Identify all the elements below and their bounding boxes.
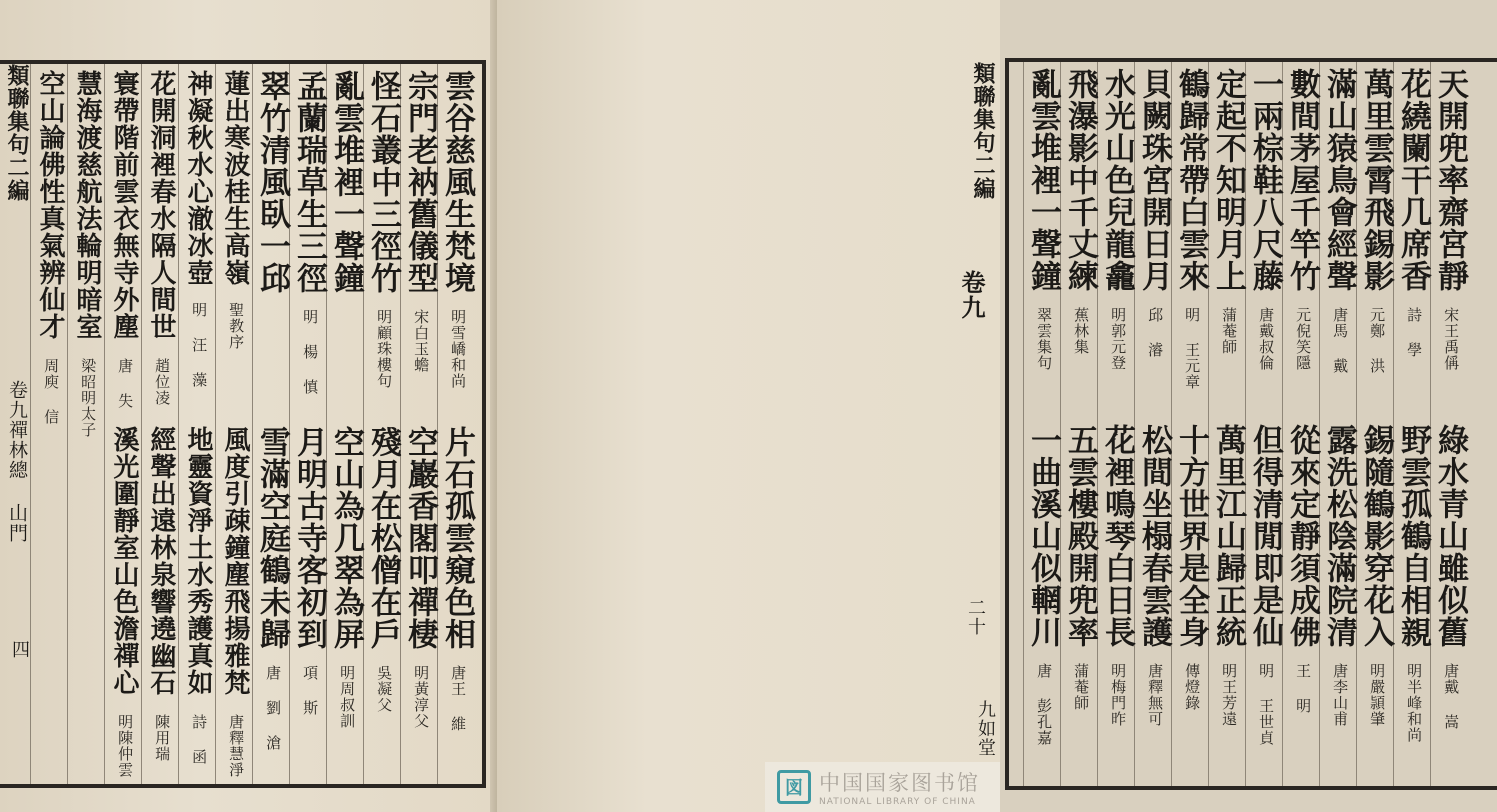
left-top-verse: 蓮出寒波桂生高嶺 xyxy=(220,70,250,286)
right-top-verse: 萬里雲霄飛錫影 xyxy=(1358,68,1394,292)
right-column xyxy=(1356,62,1393,786)
right-bottom-author: 明嚴頴肇 xyxy=(1368,663,1387,727)
left-column xyxy=(30,64,67,784)
right-top-author: 蕉林集 xyxy=(1072,307,1091,355)
library-watermark xyxy=(765,762,1000,812)
left-bottom-author: 明陳仲雲 xyxy=(116,714,135,778)
right-top-verse: 亂雲堆裡一聲鐘 xyxy=(1025,68,1061,292)
right-top-verse: 數間茅屋千竿竹 xyxy=(1284,68,1320,292)
left-top-verse: 空山論佛性真氣辨仙才 xyxy=(35,70,65,340)
left-top-verse: 怪石叢中三徑竹 xyxy=(365,70,401,294)
right-column xyxy=(1430,62,1467,786)
right-top-author: 翠雲集句 xyxy=(1035,307,1054,371)
right-column xyxy=(1060,62,1097,786)
left-column xyxy=(141,64,178,784)
left-top-author: 宋白玉蟾 xyxy=(412,309,431,373)
right-top-verse: 鶴歸常帶白雲來 xyxy=(1173,68,1209,292)
right-edge-label: 九如堂 xyxy=(975,700,996,757)
left-bottom-verse: 雪滿空庭鶴未歸 xyxy=(254,426,290,650)
right-juan-label: 卷九 xyxy=(957,270,986,320)
right-bottom-author: 唐 彭孔嘉 xyxy=(1035,663,1054,746)
right-page-frame xyxy=(1005,58,1497,790)
left-page-number: 四 xyxy=(9,640,30,659)
right-top-verse: 花繞闌干几席香 xyxy=(1395,68,1431,292)
left-top-author: 唐 失 名 xyxy=(116,358,135,444)
left-bottom-verse: 空山為几翠為屏 xyxy=(328,426,364,650)
left-bottom-verse: 空巖香閣叩禪棲 xyxy=(402,426,438,650)
right-bottom-verse: 露洗松陰滿院清 xyxy=(1321,424,1357,648)
left-top-verse: 亂雲堆裡一聲鐘 xyxy=(328,70,364,294)
left-column xyxy=(215,64,252,784)
left-column xyxy=(400,64,437,784)
right-column xyxy=(1208,62,1245,786)
left-top-author: 趙位凌 xyxy=(153,358,172,406)
left-top-verse: 翠竹清風臥一邱 xyxy=(254,70,290,294)
right-bottom-verse: 從來定靜須成佛 xyxy=(1284,424,1320,648)
right-top-author: 邱 濬 xyxy=(1146,307,1165,358)
left-top-verse: 寰帶階前雲衣無寺外塵 xyxy=(109,70,139,340)
left-top-author: 周庾 信 xyxy=(42,358,61,425)
right-top-verse: 飛瀑影中千丈練 xyxy=(1062,68,1098,292)
left-column xyxy=(326,64,363,784)
left-top-verse: 雲谷慈風生梵境 xyxy=(439,70,475,294)
right-top-verse: 一兩棕鞋八尺藤 xyxy=(1247,68,1283,292)
left-section-title: 卷九禪林總 山門 xyxy=(6,380,28,543)
right-bottom-verse: 五雲樓殿開兜率 xyxy=(1062,424,1098,648)
right-top-author: 唐戴叔倫 xyxy=(1257,307,1276,371)
right-bottom-verse: 松間坐榻春雲護 xyxy=(1136,424,1172,648)
left-bottom-verse: 經聲出遠林泉響遶幽石 xyxy=(146,426,176,696)
right-bottom-verse: 但得清閒即是仙 xyxy=(1247,424,1283,648)
right-bottom-author: 明王芳遠 xyxy=(1220,663,1239,727)
right-bottom-verse: 一曲溪山似輞川 xyxy=(1025,424,1061,648)
left-bottom-verse: 溪光圍靜室山色澹禪心 xyxy=(109,426,139,696)
left-top-verse: 宗門老衲舊儀型 xyxy=(402,70,438,294)
left-top-verse: 神凝秋水心澈冰壺 xyxy=(183,70,213,286)
left-bottom-author: 唐王 維 xyxy=(449,665,468,732)
left-top-author: 明雪嶠和尚 xyxy=(449,309,468,389)
left-page-frame xyxy=(0,60,486,788)
right-bottom-verse: 野雲孤鶴自相親 xyxy=(1395,424,1431,648)
left-column xyxy=(363,64,400,784)
right-top-verse: 水光山色兒龍龕 xyxy=(1099,68,1135,292)
right-column xyxy=(1282,62,1319,786)
left-top-verse: 花開洞裡春水隔人間世 xyxy=(146,70,176,340)
right-bottom-author: 明 王世貞 xyxy=(1257,663,1276,746)
left-top-author: 明顧珠樓句 xyxy=(375,309,394,389)
right-bottom-author: 明梅門昨 xyxy=(1109,663,1128,727)
right-bottom-author: 唐李山甫 xyxy=(1331,663,1350,727)
right-column xyxy=(1097,62,1134,786)
right-bottom-author: 傳燈錄 xyxy=(1183,663,1202,711)
right-top-author: 唐馬 戴 xyxy=(1331,307,1350,374)
left-bottom-verse: 風度引疎鐘塵飛揚雅梵 xyxy=(220,426,250,696)
right-page xyxy=(497,0,1468,812)
right-top-author: 宋王禹偁 xyxy=(1442,307,1461,371)
left-column xyxy=(252,64,289,784)
left-book-title: 類聯集句二編 xyxy=(4,64,30,202)
right-top-verse: 定起不知明月上 xyxy=(1210,68,1246,292)
right-page-number: 二十 xyxy=(965,598,986,636)
left-bottom-author: 明周叔訓 xyxy=(338,665,357,729)
right-bottom-author: 唐戴 嵩 xyxy=(1442,663,1461,730)
left-bottom-author: 唐 劉 滄 xyxy=(264,665,283,751)
right-column xyxy=(1245,62,1282,786)
right-top-author: 蒲菴師 xyxy=(1220,307,1239,355)
left-bottom-author: 陳用瑞 xyxy=(153,714,172,762)
right-top-verse: 天開兜率齋宮靜 xyxy=(1432,68,1468,292)
right-top-author: 元倪笑隱 xyxy=(1294,307,1313,371)
left-top-verse: 慧海渡慈航法輪明暗室 xyxy=(72,70,102,340)
left-bottom-author: 唐釋慧淨 xyxy=(227,714,246,778)
left-column xyxy=(178,64,215,784)
right-book-title: 類聯集句二編 xyxy=(970,62,996,200)
right-bottom-verse: 十方世界是全身 xyxy=(1173,424,1209,648)
watermark-english: NATIONAL LIBRARY OF CHINA xyxy=(819,797,976,807)
left-bottom-verse: 地靈資淨土水秀護真如 xyxy=(183,426,213,696)
right-bottom-author: 唐釋無可 xyxy=(1146,663,1165,727)
left-bottom-verse: 片石孤雲窺色相 xyxy=(439,426,475,650)
right-column xyxy=(1134,62,1171,786)
left-bottom-author: 項 斯 xyxy=(301,665,320,716)
right-column xyxy=(1393,62,1430,786)
left-column xyxy=(289,64,326,784)
right-top-author: 明郭元登 xyxy=(1109,307,1128,371)
right-bottom-verse: 綠水青山雖似舊 xyxy=(1432,424,1468,648)
right-column xyxy=(1171,62,1208,786)
right-bottom-author: 明半峰和尚 xyxy=(1405,663,1424,743)
right-top-author: 明 王元章 xyxy=(1183,307,1202,390)
right-column xyxy=(1023,62,1060,786)
right-column xyxy=(1319,62,1356,786)
left-top-author: 明 汪 藻 xyxy=(190,302,209,388)
left-bottom-author: 吳凝父 xyxy=(375,665,394,713)
left-bottom-author: 詩 函 xyxy=(190,714,209,765)
left-column xyxy=(104,64,141,784)
left-bottom-verse: 殘月在松僧在戶 xyxy=(365,426,401,650)
left-column xyxy=(437,64,474,784)
left-column xyxy=(67,64,104,784)
right-bottom-verse: 錫隨鶴影穿花入 xyxy=(1358,424,1394,648)
left-top-verse: 孟蘭瑞草生三徑 xyxy=(291,70,327,294)
watermark-chinese: 中国国家图书馆 xyxy=(819,771,980,795)
right-bottom-author: 王 明 xyxy=(1294,663,1313,714)
left-top-author: 梁昭明太子 xyxy=(79,358,98,438)
left-bottom-verse: 月明古寺客初到 xyxy=(291,426,327,650)
right-top-verse: 滿山猿鳥會經聲 xyxy=(1321,68,1357,292)
right-bottom-verse: 花裡鳴琴白日長 xyxy=(1099,424,1135,648)
left-page xyxy=(0,0,497,812)
library-logo-icon: 図 xyxy=(777,770,811,804)
left-bottom-author: 明黃淳父 xyxy=(412,665,431,729)
right-top-verse: 貝闕珠宮開日月 xyxy=(1136,68,1172,292)
left-top-author: 聖教序 xyxy=(227,302,246,350)
right-bottom-author: 蒲菴師 xyxy=(1072,663,1091,711)
right-top-author: 詩 學 xyxy=(1405,307,1424,358)
left-top-author: 明 楊 慎 xyxy=(301,309,320,395)
right-bottom-verse: 萬里江山歸正統 xyxy=(1210,424,1246,648)
right-top-author: 元鄭 洪 xyxy=(1368,307,1387,374)
